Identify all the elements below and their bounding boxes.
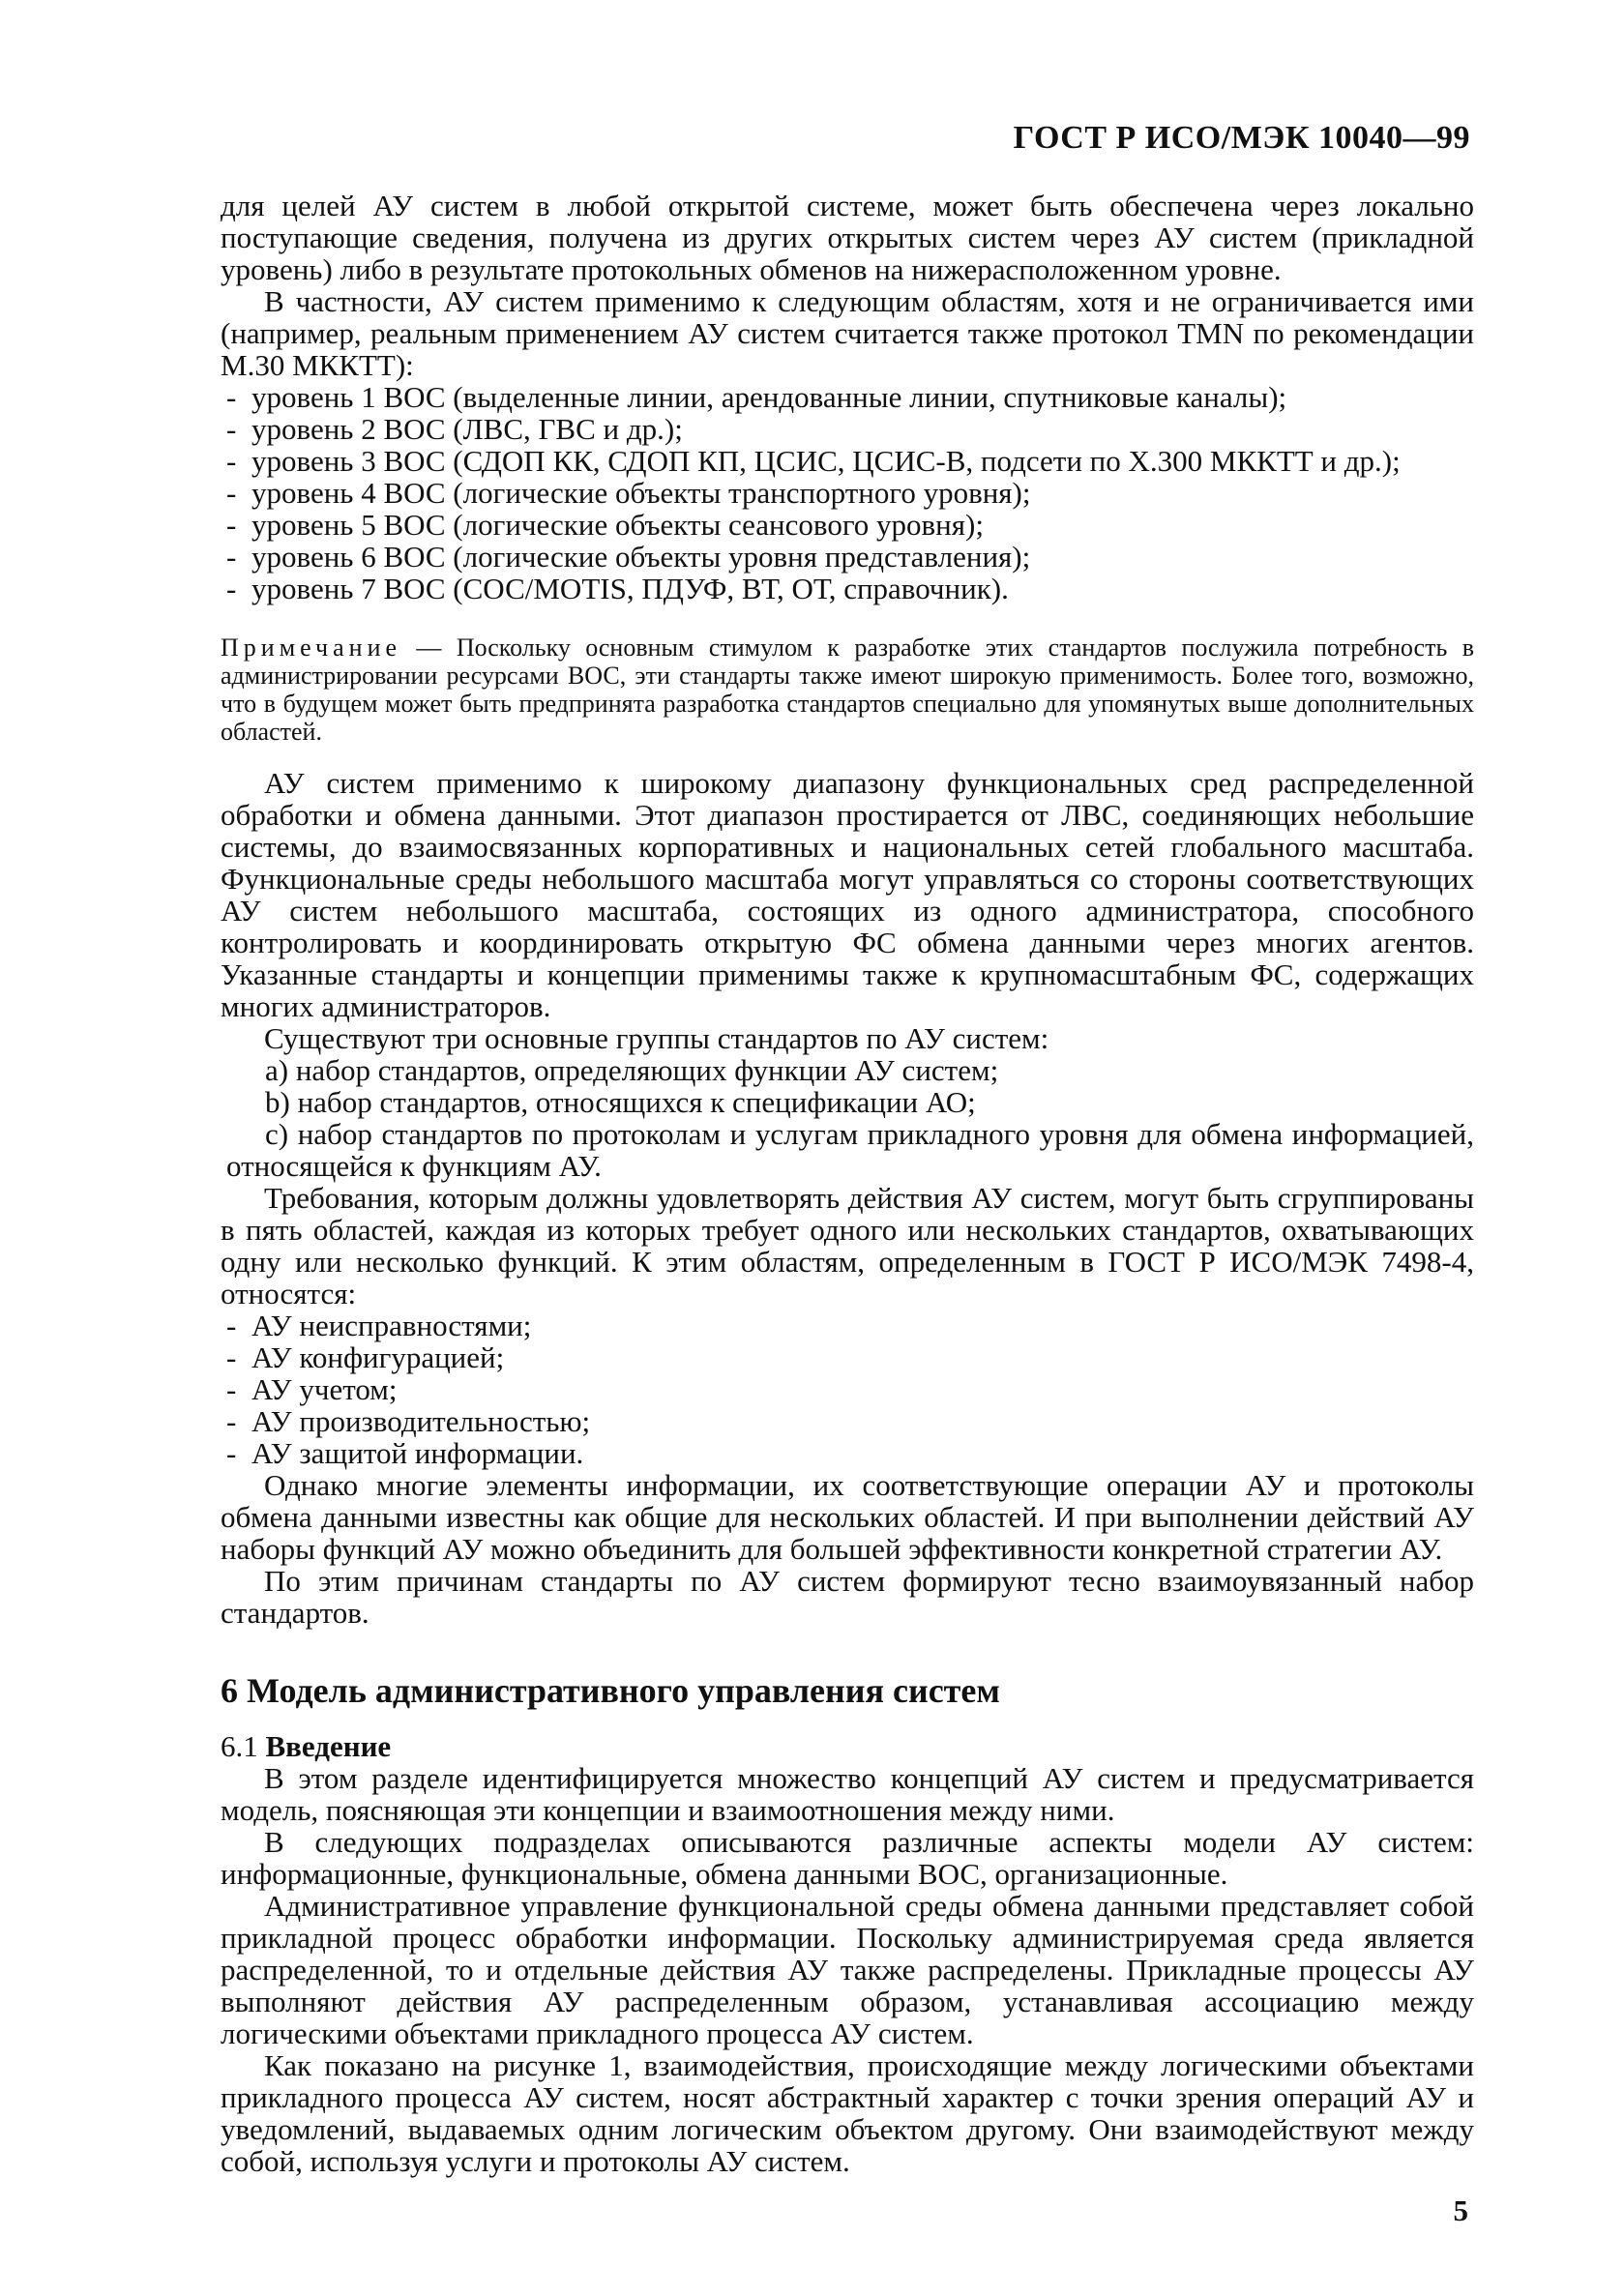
note-label: Примечание	[221, 633, 402, 662]
standard-header: ГОСТ Р ИСО/МЭК 10040—99	[1013, 120, 1470, 156]
osi-levels-list	[221, 381, 1474, 604]
subsection-6-1-title: 6.1 Введение	[221, 1729, 392, 1763]
list-item: - уровень 6 ВОС (логические объекты уровня представления);	[226, 540, 1031, 574]
paragraph-common-elements: Однако многие элементы информации, их соответствующие операции АУ и протоколы обмена данными известны как общие для нескольких областей. И при выполнении действий АУ наборы функций АУ можно объединить для большей эффективности конкретной стратегии АУ.	[221, 1468, 1474, 1566]
list-item: - АУ защитой информации.	[226, 1436, 584, 1470]
paragraph-conclusion: По этим причинам стандарты по АУ систем формируют тесно взаимоувязанный набор стандартов.	[221, 1564, 1474, 1630]
list-item: - уровень 7 ВОС (СОС/MOTIS, ПДУФ, ВТ, ОТ, справочник).	[226, 572, 1009, 605]
paragraph-continuation: для целей АУ систем в любой открытой системе, может быть обеспечена через локально поступающие сведения, получена из других открытых систем через АУ систем (прикладной уровень) либо в результате протокольных обменов на нижерасположенном уровне.	[221, 189, 1474, 286]
list-item: - АУ неисправностями;	[226, 1309, 532, 1342]
note-text: — Поскольку основным стимулом к разработке этих стандартов послужила потребность в администрировании ресурсами ВОС, эти стандарты также имеют широкую применимость. Более того, возможно, что в будущем может быть предпринята разработка стандартов специально для упомянутых выше дополнительных областей.	[221, 633, 1474, 746]
section-6-title: 6 Модель административного управления систем	[221, 1671, 1000, 1710]
paragraph-requirements: Требования, которым должны удовлетворять действия АУ систем, могут быть сгруппированы в пять областей, каждая из которых требует одного или нескольких стандартов, охватывающих одну или несколько функций. К этим областям, определенным в ГОСТ Р ИСО/МЭК 7498-4, относятся:	[221, 1181, 1474, 1310]
management-areas-list	[221, 1310, 1474, 1469]
list-item: - уровень 1 ВОС (выделенные линии, арендованные линии, спутниковые каналы);	[226, 380, 1287, 414]
standards-groups-list	[221, 1054, 1474, 1182]
paragraph-scope: АУ систем применимо к широкому диапазону функциональных сред распределенной обработки и обмена данными. Этот диапазон простирается от ЛВС, соединяющих небольшие системы, до взаимосвязанных корпоративных и национальных сетей глобального масштаба. Функциональные среды небольшого масштаба могут управляться со стороны соответствующих АУ систем небольшого масштаба, состоящих из одного администратора, способного контролировать и координировать открытую ФС обмена данными через многих агентов. Указанные стандарты и концепции применимы также к крупномасштабным ФС, содержащих многих администраторов.	[221, 766, 1474, 1023]
paragraph-intro-2: В следующих подразделах описываются различные аспекты модели АУ систем: информационные, функциональные, обмена данными ВОС, организационные.	[221, 1825, 1474, 1891]
paragraph-groups-intro: Существуют три основные группы стандартов по АУ систем:	[264, 1021, 1049, 1055]
list-item: - уровень 4 ВОС (логические объекты транспортного уровня);	[226, 476, 1031, 510]
list-item: - АУ конфигурацией;	[226, 1340, 505, 1374]
list-item: b) набор стандартов, относящихся к спецификации АО;	[265, 1085, 976, 1119]
list-item: - уровень 2 ВОС (ЛВС, ГВС и др.);	[226, 412, 683, 446]
list-item: - АУ учетом;	[226, 1372, 398, 1406]
list-item: - АУ производительностью;	[226, 1404, 591, 1438]
paragraph-intro-3: Административное управление функциональной среды обмена данными представляет собой прикладной процесс обработки информации. Поскольку администрируемая среда является распределенной, то и отдельные действия АУ также распределены. Прикладные процессы АУ выполняют действия АУ распределенным образом, устанавливая ассоциацию между логическими объектами прикладного процесса АУ систем.	[221, 1889, 1474, 2050]
list-item: - уровень 3 ВОС (СДОП КК, СДОП КП, ЦСИС, ЦСИС-В, подсети по Х.300 МККТТ и др.);	[226, 444, 1401, 478]
list-item: a) набор стандартов, определяющих функции АУ систем;	[265, 1053, 999, 1087]
paragraph-intro-1: В этом разделе идентифицируется множество концепций АУ систем и предусматривается модель, поясняющая эти концепции и взаимоотношения между ними.	[221, 1761, 1474, 1827]
page-number: 5	[1453, 2193, 1468, 2227]
note-paragraph	[221, 633, 1474, 746]
paragraph-intro-4: Как показано на рисунке 1, взаимодействия, происходящие между логическими объектами прикладного процесса АУ систем, носят абстрактный характер с точки зрения операций АУ и уведомлений, выдаваемых одним логическим объектом другому. Они взаимодействуют между собой, используя услуги и протоколы АУ систем.	[221, 2048, 1474, 2178]
list-item: c) набор стандартов по протоколам и услугам прикладного уровня для обмена информацией, относящейся к функциям АУ.	[226, 1117, 1474, 1183]
paragraph-applicability: В частности, АУ систем применимо к следующим областям, хотя и не ограничивается ими (например, реальным применением АУ систем считается также протокол TMN по рекомендации М.30 МККТТ):	[221, 284, 1474, 382]
body-text	[221, 190, 1474, 2177]
list-item: - уровень 5 ВОС (логические объекты сеансового уровня);	[226, 508, 984, 542]
